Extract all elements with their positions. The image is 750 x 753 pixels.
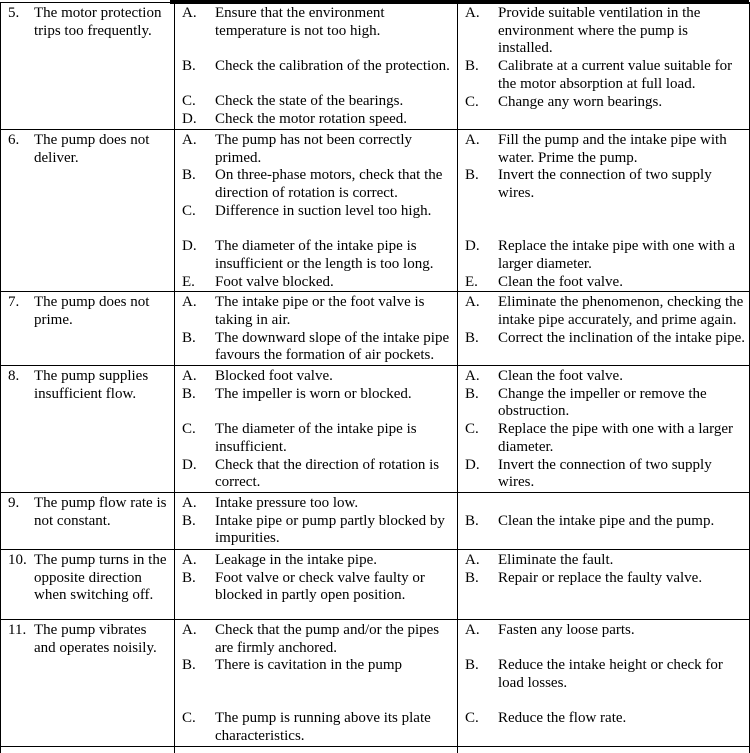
table-row: [1, 292, 750, 366]
item-letter: A.: [465, 132, 490, 167]
remedy-item: [465, 552, 746, 570]
table-row: [1, 619, 750, 746]
problem-text: The pump flow rate is not constant.: [34, 495, 171, 530]
table-row: [1, 129, 750, 291]
remedy-item: [465, 513, 746, 531]
item-text: Clean the foot valve.: [498, 368, 746, 386]
item-letter: B.: [465, 513, 490, 531]
cause-item: [182, 167, 454, 202]
causes-cell: [175, 3, 458, 130]
item-text: Fasten any loose parts.: [498, 622, 746, 640]
item-letter: B.: [465, 167, 490, 202]
item-text: Check that the pump and/or the pipes are firmly anchored.: [215, 622, 454, 657]
problem: [8, 495, 171, 530]
cause-item: [182, 330, 454, 365]
item-text: Fill the pump and the intake pipe with water. Prime the pump.: [498, 132, 746, 167]
remedy-item: [465, 132, 746, 167]
item-letter: B.: [465, 58, 490, 93]
item-letter: A.: [182, 495, 207, 513]
cause-item: [182, 457, 454, 492]
problem-cell: [1, 292, 175, 366]
cause-item: [182, 622, 454, 657]
item-text: Ensure that the environment temperature is not too high.: [215, 5, 454, 40]
item-text: Change any worn bearings.: [498, 94, 746, 112]
remedy-item: [465, 368, 746, 386]
cause-item: [182, 111, 454, 129]
remedies-cell: [458, 619, 750, 746]
item-text: There is cavitation in the pump: [215, 657, 454, 675]
problem-cell: [1, 366, 175, 493]
cause-item: [182, 570, 454, 605]
table-body: [1, 3, 750, 753]
problem-number: 9.: [8, 495, 34, 530]
item-text: Check the calibration of the protection.: [215, 58, 454, 76]
remedy-item: [465, 274, 746, 292]
item-text: The pump is running above its plate characteristics.: [215, 710, 454, 745]
remedy-item: [465, 421, 746, 456]
problem-number: 6.: [8, 132, 34, 167]
problem-number: 7.: [8, 294, 34, 329]
causes-cell: [175, 366, 458, 493]
remedy-item: [465, 622, 746, 640]
item-letter: A.: [182, 294, 207, 329]
table-row: [1, 3, 750, 130]
item-letter: B.: [182, 330, 207, 365]
item-letter: B.: [465, 330, 490, 348]
item-text: Calibrate at a current value suitable for the motor absorption at full load.: [498, 58, 746, 93]
causes-cell: [175, 492, 458, 549]
item-letter: B.: [465, 570, 490, 588]
problem-text: The motor protection trips too frequently.: [34, 5, 171, 40]
cause-item: [182, 294, 454, 329]
item-text: Foot valve blocked.: [215, 274, 454, 292]
item-letter: A.: [182, 622, 207, 657]
item-letter: A.: [465, 294, 490, 329]
cause-item: [182, 5, 454, 40]
cause-item: [182, 421, 454, 456]
problem: [8, 132, 171, 167]
remedies-cell: [458, 549, 750, 619]
item-letter: B.: [182, 513, 207, 548]
item-letter: C.: [465, 710, 490, 728]
problem: [8, 294, 171, 329]
cause-item: [182, 132, 454, 167]
item-letter: E.: [465, 274, 490, 292]
item-text: The diameter of the intake pipe is insufficient or the length is too long.: [215, 238, 454, 273]
problem-cell: [1, 549, 175, 619]
item-text: Blocked foot valve.: [215, 368, 454, 386]
problem-number: 11.: [8, 622, 34, 657]
remedy-item: [465, 5, 746, 58]
problem: [8, 622, 171, 657]
cause-item: [182, 58, 454, 76]
remedy-item: [465, 710, 746, 728]
item-text: Foot valve or check valve faulty or blocked in partly open position.: [215, 570, 454, 605]
item-text: The intake pipe or the foot valve is taking in air.: [215, 294, 454, 329]
item-text: Difference in suction level too high.: [215, 203, 454, 221]
problem: [8, 368, 171, 403]
item-letter: A.: [465, 552, 490, 570]
item-letter: D.: [182, 457, 207, 492]
item-letter: D.: [182, 238, 207, 273]
remedies-cell: [458, 366, 750, 493]
pump-troubleshooting-table: [0, 2, 750, 753]
remedy-item: [465, 94, 746, 112]
empty-cell: [1, 746, 175, 753]
remedies-cell: [458, 492, 750, 549]
problem-text: The pump vibrates and operates noisily.: [34, 622, 171, 657]
cause-item: [182, 203, 454, 221]
cause-item: [182, 513, 454, 548]
item-letter: C.: [182, 203, 207, 221]
cropped-previous-row-artifact: [170, 0, 749, 4]
causes-cell: [175, 619, 458, 746]
item-text: Check that the direction of rotation is correct.: [215, 457, 454, 492]
item-letter: A.: [182, 5, 207, 40]
item-letter: B.: [182, 58, 207, 76]
item-text: Check the state of the bearings.: [215, 93, 454, 111]
item-text: Eliminate the phenomenon, checking the intake pipe accurately, and prime again.: [498, 294, 746, 329]
problem-cell: [1, 492, 175, 549]
cause-item: [182, 552, 454, 570]
item-text: Clean the foot valve.: [498, 274, 746, 292]
causes-cell: [175, 549, 458, 619]
table-row: [1, 366, 750, 493]
problem-text: The pump does not prime.: [34, 294, 171, 329]
item-text: The downward slope of the intake pipe favours the formation of air pockets.: [215, 330, 454, 365]
problem-cell: [1, 619, 175, 746]
item-letter: D.: [465, 457, 490, 492]
item-letter: B.: [465, 386, 490, 421]
table-row: [1, 492, 750, 549]
item-text: Provide suitable ventilation in the environment where the pump is installed.: [498, 5, 746, 58]
item-text: Correct the inclination of the intake pipe.: [498, 330, 746, 348]
item-letter: C.: [465, 421, 490, 456]
problem-cell: [1, 3, 175, 130]
remedies-cell: [458, 3, 750, 130]
remedy-item: [465, 386, 746, 421]
item-letter: B.: [182, 386, 207, 404]
item-letter: C.: [182, 710, 207, 745]
item-letter: B.: [182, 167, 207, 202]
remedy-item: [465, 330, 746, 348]
item-letter: A.: [465, 622, 490, 640]
cause-item: [182, 710, 454, 745]
remedy-item: [465, 570, 746, 588]
problem-text: The pump turns in the opposite direction when switching off.: [34, 552, 171, 605]
remedy-item: [465, 238, 746, 273]
item-letter: C.: [182, 421, 207, 456]
cause-item: [182, 238, 454, 273]
cause-item: [182, 495, 454, 513]
cause-item: [182, 274, 454, 292]
item-text: Invert the connection of two supply wires.: [498, 457, 746, 492]
remedies-cell: [458, 292, 750, 366]
item-letter: D.: [182, 111, 207, 129]
remedy-item: [465, 457, 746, 492]
remedy-item: [465, 167, 746, 202]
item-letter: A.: [465, 368, 490, 386]
item-letter: A.: [465, 5, 490, 58]
causes-cell: [175, 292, 458, 366]
item-text: Leakage in the intake pipe.: [215, 552, 454, 570]
item-letter: A.: [182, 552, 207, 570]
remedy-item: [465, 657, 746, 692]
remedy-item: [465, 294, 746, 329]
item-text: Replace the intake pipe with one with a larger diameter.: [498, 238, 746, 273]
item-text: The impeller is worn or blocked.: [215, 386, 454, 404]
cause-item: [182, 93, 454, 111]
problem-text: The pump does not deliver.: [34, 132, 171, 167]
item-text: Change the impeller or remove the obstruction.: [498, 386, 746, 421]
item-letter: B.: [182, 657, 207, 675]
item-text: Reduce the intake height or check for load losses.: [498, 657, 746, 692]
item-text: Clean the intake pipe and the pump.: [498, 513, 746, 531]
item-letter: D.: [465, 238, 490, 273]
item-text: Replace the pipe with one with a larger diameter.: [498, 421, 746, 456]
item-letter: B.: [465, 657, 490, 692]
item-letter: A.: [182, 368, 207, 386]
problem-cell: [1, 129, 175, 291]
item-text: Intake pipe or pump partly blocked by impurities.: [215, 513, 454, 548]
cause-item: [182, 368, 454, 386]
item-text: Check the motor rotation speed.: [215, 111, 454, 129]
item-letter: E.: [182, 274, 207, 292]
item-letter: B.: [182, 570, 207, 605]
cause-item: [182, 657, 454, 675]
item-text: Reduce the flow rate.: [498, 710, 746, 728]
problem-number: 8.: [8, 368, 34, 403]
problem: [8, 552, 171, 605]
item-text: Repair or replace the faulty valve.: [498, 570, 746, 588]
problem-text: The pump supplies insufficient flow.: [34, 368, 171, 403]
item-text: Intake pressure too low.: [215, 495, 454, 513]
empty-cell: [175, 746, 458, 753]
cause-item: [182, 386, 454, 404]
item-letter: A.: [182, 132, 207, 167]
item-text: The pump has not been correctly primed.: [215, 132, 454, 167]
item-letter: C.: [182, 93, 207, 111]
item-text: The diameter of the intake pipe is insufficient.: [215, 421, 454, 456]
item-text: On three-phase motors, check that the direction of rotation is correct.: [215, 167, 454, 202]
table-row: [1, 549, 750, 619]
remedies-cell: [458, 129, 750, 291]
empty-cell: [458, 746, 750, 753]
remedy-item: [465, 58, 746, 93]
problem-number: 10.: [8, 552, 34, 605]
item-text: Invert the connection of two supply wires.: [498, 167, 746, 202]
problem: [8, 5, 171, 40]
item-letter: C.: [465, 94, 490, 112]
problem-number: 5.: [8, 5, 34, 40]
item-text: Eliminate the fault.: [498, 552, 746, 570]
causes-cell: [175, 129, 458, 291]
cropped-next-row: [1, 746, 750, 753]
